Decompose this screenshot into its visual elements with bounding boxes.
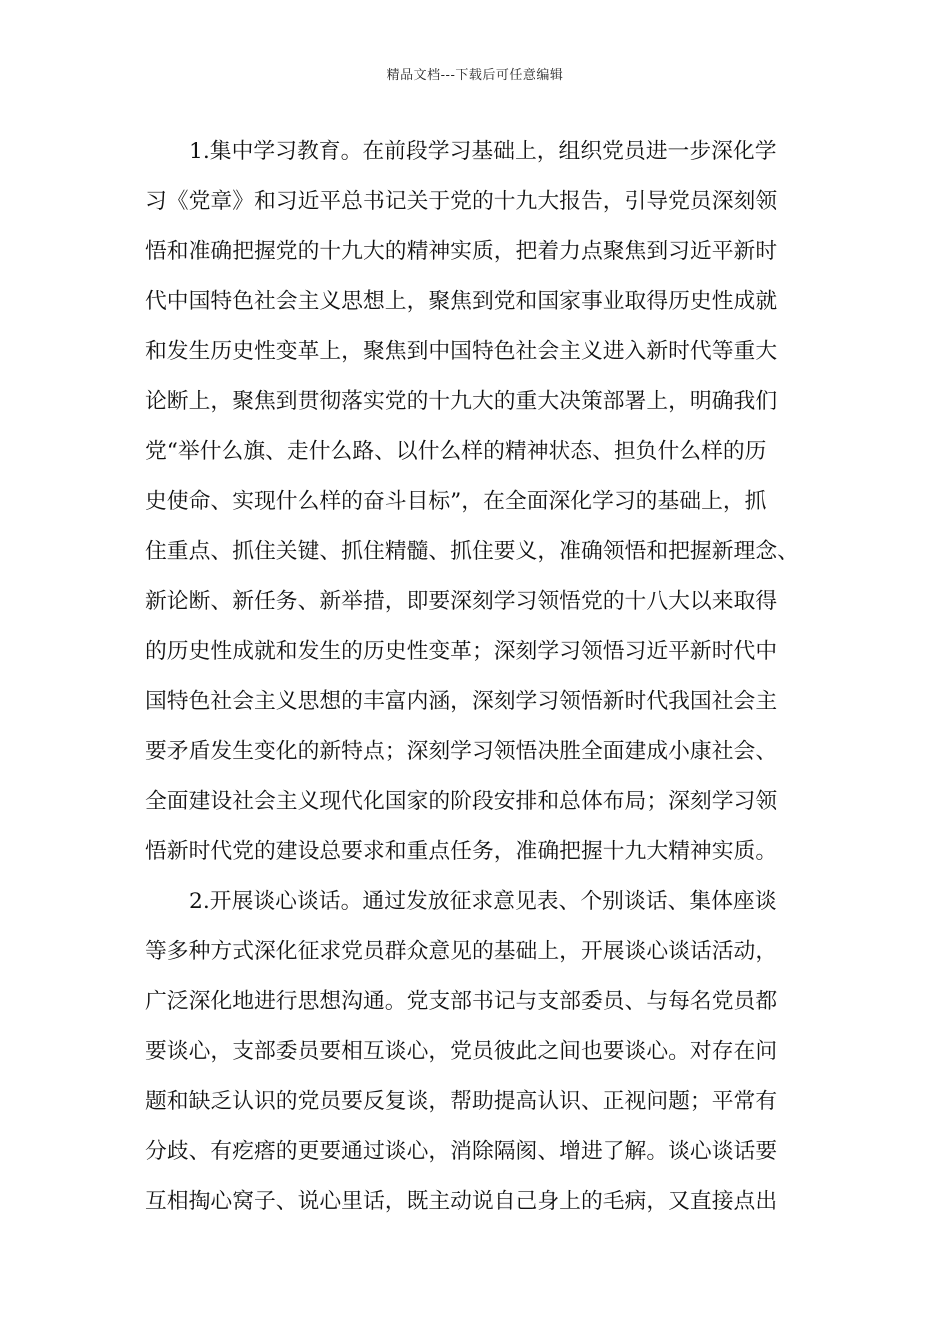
page-header: 精品文档---下载后可任意编辑 — [386, 68, 564, 83]
text-line: 和发生历史性变革上，聚焦到中国特色社会主义进入新时代等重大 — [145, 339, 778, 364]
text-line: 论断上，聚焦到贯彻落实党的十九大的重大决策部署上，明确我们 — [145, 389, 778, 414]
text-line: 广泛深化地进行思想沟通。党支部书记与支部委员、与每名党员都 — [145, 989, 778, 1014]
paragraph-2 — [145, 877, 805, 1227]
text-line: 住重点、抓住关键、抓住精髓、抓住要义，准确领悟和把握新理念、 — [145, 539, 799, 564]
text-line: 互相掏心窝子、说心里话，既主动说自己身上的毛病，又直接点出 — [145, 1189, 778, 1214]
text-line: 悟和准确把握党的十九大的精神实质，把着力点聚焦到习近平新时 — [145, 239, 778, 264]
text-line: 1.集中学习教育。在前段学习基础上，组织党员进一步深化学 — [189, 139, 777, 164]
text-line: 代中国特色社会主义思想上，聚焦到党和国家事业取得历史性成就 — [145, 289, 778, 314]
text-line: 国特色社会主义思想的丰富内涵，深刻学习领悟新时代我国社会主 — [145, 689, 778, 714]
text-line: 党“举什么旗、走什么路、以什么样的精神状态、担负什么样的历 — [145, 439, 767, 464]
text-line: 全面建设社会主义现代化国家的阶段安排和总体布局；深刻学习领 — [145, 789, 778, 814]
text-line: 史使命、实现什么样的奋斗目标”，在全面深化学习的基础上，抓 — [145, 489, 767, 514]
document-body — [145, 127, 805, 1227]
text-line: 习《党章》和习近平总书记关于党的十九大报告，引导党员深刻领 — [145, 189, 778, 214]
text-line: 的历史性成就和发生的历史性变革；深刻学习领悟习近平新时代中 — [145, 639, 778, 664]
text-line: 题和缺乏认识的党员要反复谈，帮助提高认识、正视问题；平常有 — [145, 1089, 778, 1114]
text-line: 要谈心，支部委员要相互谈心，党员彼此之间也要谈心。对存在问 — [145, 1039, 778, 1064]
text-line: 等多种方式深化征求党员群众意见的基础上，开展谈心谈话活动， — [145, 939, 778, 964]
text-line: 新论断、新任务、新举措，即要深刻学习领悟党的十八大以来取得 — [145, 589, 778, 614]
text-line: 悟新时代党的建设总要求和重点任务，准确把握十九大精神实质。 — [145, 839, 778, 864]
text-line: 要矛盾发生变化的新特点；深刻学习领悟决胜全面建成小康社会、 — [145, 739, 778, 764]
text-line: 分歧、有疙瘩的更要通过谈心，消除隔阂、增进了解。谈心谈话要 — [145, 1139, 778, 1164]
paragraph-1 — [145, 127, 805, 877]
text-line: 2.开展谈心谈话。通过发放征求意见表、个别谈话、集体座谈 — [189, 889, 777, 914]
